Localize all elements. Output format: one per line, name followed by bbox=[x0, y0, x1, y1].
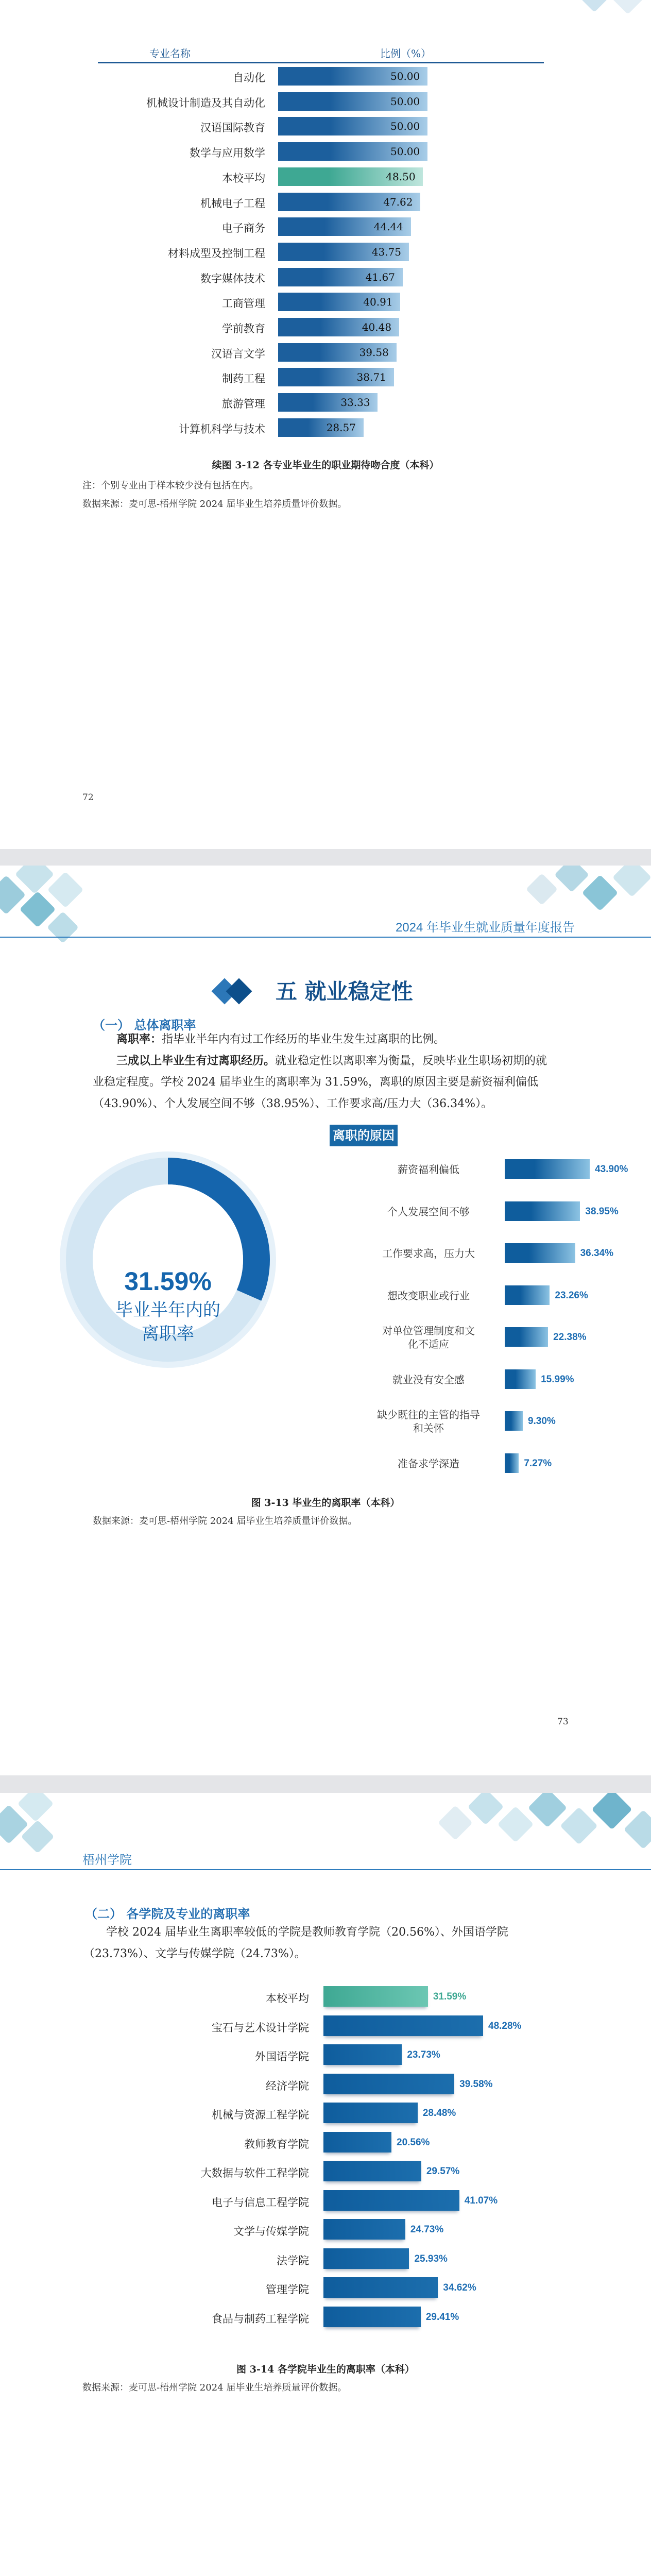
bar-category-label: 食品与制药工程学院 bbox=[212, 2312, 309, 2325]
bar-value-label: 43.90% bbox=[595, 1164, 628, 1175]
bar-value-label: 29.41% bbox=[425, 2311, 459, 2323]
bar-value-label: 23.73% bbox=[407, 2049, 440, 2060]
chapter-title: 五 就业稳定性 bbox=[276, 979, 413, 1004]
bar-value-label: 50.00 bbox=[390, 145, 420, 158]
bar-category-label: 外国语学院 bbox=[255, 2050, 309, 2063]
bar-value-label: 48.28% bbox=[488, 2020, 522, 2031]
figure-caption: 图 3-13 毕业生的离职率（本科） bbox=[251, 1497, 400, 1509]
report-page-74 bbox=[0, 1793, 651, 2576]
data-source: 数据来源：麦可思-梧州学院 2024 届毕业生培养质量评价数据。 bbox=[93, 1516, 357, 1527]
bar-category-label: 数字媒体技术 bbox=[200, 272, 265, 285]
bar bbox=[323, 2219, 405, 2240]
bar-value-label: 48.50 bbox=[386, 170, 416, 183]
reason-label-line: 薪资福利偏低 bbox=[398, 1163, 459, 1176]
header-rule bbox=[0, 1869, 651, 1870]
decorative-diamond bbox=[18, 1793, 54, 1822]
bar-value-label: 33.33 bbox=[340, 396, 370, 409]
reason-category-label bbox=[367, 1408, 490, 1435]
bar bbox=[323, 2103, 418, 2123]
page-number: 73 bbox=[557, 1717, 569, 1727]
bar-category-label: 本校平均 bbox=[222, 172, 265, 184]
bar-category-label: 教师教育学院 bbox=[244, 2138, 309, 2150]
reason-chart-tag: 离职的原因 bbox=[330, 1125, 398, 1146]
report-header-school: 梧州学院 bbox=[82, 1853, 132, 1867]
reason-label-line: 个人发展空间不够 bbox=[387, 1205, 470, 1218]
bar bbox=[505, 1369, 536, 1389]
bar bbox=[505, 1201, 580, 1221]
section-title: （二） 各学院及专业的离职率 bbox=[85, 1906, 250, 1921]
bar-category-label: 本校平均 bbox=[266, 1992, 309, 2005]
bar bbox=[505, 1285, 550, 1305]
bar-value-label: 39.58 bbox=[359, 346, 389, 359]
bar-category-label: 计算机科学与技术 bbox=[179, 422, 265, 435]
bar-value-label: 41.67 bbox=[365, 270, 395, 283]
bar-category-label: 经济学院 bbox=[266, 2079, 309, 2092]
bar bbox=[505, 1243, 575, 1263]
bar-category-label: 汉语国际教育 bbox=[200, 122, 265, 134]
summary-text-a: 就业稳定性以离职率为衡量，反映毕业生职场初期的就 bbox=[275, 1055, 547, 1067]
decorative-diamond bbox=[582, 875, 619, 911]
reason-category-label bbox=[367, 1324, 490, 1351]
reason-label-line: 工作要求高，压力大 bbox=[382, 1247, 475, 1260]
reason-category-label bbox=[367, 1373, 490, 1386]
bar-value-label: 40.48 bbox=[362, 321, 392, 333]
bar-value-label: 23.26% bbox=[555, 1290, 588, 1301]
reason-label-line: 缺少既往的主管的指导 bbox=[377, 1409, 480, 1421]
bar-value-label: 24.73% bbox=[410, 2224, 444, 2235]
table-header-major: 专业名称 bbox=[149, 47, 191, 60]
chapter-diamond-icon bbox=[211, 973, 258, 1009]
decorative-diamond bbox=[610, 0, 645, 14]
report-page-73 bbox=[0, 866, 651, 1775]
bar-value-label: 22.38% bbox=[553, 1332, 587, 1343]
footnote: 注：个别专业由于样本较少没有包括在内。 bbox=[82, 480, 259, 491]
section-title: （一） 总体离职率 bbox=[93, 1018, 196, 1032]
decorative-diamond bbox=[560, 1807, 598, 1845]
reason-label-line: 就业没有安全感 bbox=[392, 1373, 465, 1386]
donut-label-line1: 毕业半年内的 bbox=[115, 1300, 220, 1320]
bar bbox=[323, 1986, 428, 2007]
bar-category-label: 机械设计制造及其自动化 bbox=[146, 96, 265, 109]
definition-text: 指毕业半年内有过工作经历的毕业生发生过离职的比例。 bbox=[162, 1033, 446, 1046]
bar-value-label: 40.91 bbox=[363, 296, 393, 309]
report-header-title: 2024 年毕业生就业质量年度报告 bbox=[395, 921, 575, 935]
bar bbox=[505, 1411, 523, 1431]
summary-paragraph-line3: （43.90%）、个人发展空间不够（38.95%）、工作要求高/压力大（36.34%）。 bbox=[93, 1097, 493, 1110]
bar bbox=[323, 2307, 421, 2327]
bar bbox=[323, 2044, 402, 2065]
bar-value-label: 50.00 bbox=[390, 70, 420, 82]
decorative-diamond bbox=[526, 873, 558, 905]
bar bbox=[323, 2277, 438, 2298]
bar-category-label: 文学与传媒学院 bbox=[233, 2225, 309, 2238]
bar bbox=[505, 1159, 590, 1179]
decorative-diamond bbox=[47, 872, 84, 908]
bar-value-label: 31.59% bbox=[433, 1991, 467, 2002]
reason-label-line: 准备求学深造 bbox=[398, 1457, 459, 1470]
bar bbox=[505, 1453, 519, 1473]
bar bbox=[505, 1327, 548, 1347]
bar bbox=[323, 2190, 459, 2211]
data-source: 数据来源：麦可思-梧州学院 2024 届毕业生培养质量评价数据。 bbox=[82, 499, 347, 510]
decorative-diamond bbox=[438, 1805, 473, 1840]
bar-value-label: 36.34% bbox=[580, 1248, 614, 1259]
bar-category-label: 制药工程 bbox=[222, 372, 265, 385]
reason-label-line: 化不适应 bbox=[408, 1338, 449, 1350]
decorative-diamond bbox=[498, 1806, 534, 1843]
reason-category-label bbox=[367, 1247, 490, 1260]
bar-category-label: 机械电子工程 bbox=[200, 197, 265, 210]
bar-value-label: 9.30% bbox=[527, 1416, 556, 1427]
reason-label-line: 想改变职业或行业 bbox=[387, 1289, 470, 1302]
reason-category-label bbox=[367, 1163, 490, 1176]
decorative-diamond bbox=[47, 911, 79, 943]
bar-value-label: 7.27% bbox=[524, 1458, 552, 1469]
header-rule bbox=[0, 937, 651, 938]
page-number: 72 bbox=[82, 792, 94, 803]
data-source: 数据来源：麦可思-梧州学院 2024 届毕业生培养质量评价数据。 bbox=[82, 2382, 347, 2393]
bar-value-label: 41.07% bbox=[464, 2195, 498, 2206]
reason-category-label bbox=[367, 1289, 490, 1302]
summary-lead: 三成以上毕业生有过离职经历。 bbox=[116, 1054, 276, 1067]
bar-category-label: 学前教育 bbox=[222, 323, 265, 335]
donut-label-line2: 离职率 bbox=[142, 1324, 194, 1344]
bar-category-label: 数学与应用数学 bbox=[190, 147, 265, 160]
bar-value-label: 34.62% bbox=[443, 2282, 476, 2293]
bar-category-label: 机械与资源工程学院 bbox=[212, 2109, 309, 2121]
decorative-diamond bbox=[554, 866, 589, 892]
bar-value-label: 20.56% bbox=[397, 2137, 430, 2148]
table-header-rule bbox=[98, 62, 544, 63]
bar-value-label: 43.75 bbox=[371, 245, 402, 258]
bar-value-label: 38.71 bbox=[356, 371, 386, 384]
bar bbox=[323, 2248, 409, 2269]
college-summary-line2: （23.73%）、文学与传媒学院（24.73%）。 bbox=[83, 1947, 306, 1960]
bar bbox=[323, 2161, 421, 2181]
figure-caption: 图 3-14 各学院毕业生的离职率（本科） bbox=[236, 2364, 415, 2375]
definition-term: 离职率： bbox=[116, 1032, 162, 1046]
definition-paragraph bbox=[116, 1028, 580, 1050]
decorative-diamond bbox=[612, 866, 651, 897]
bar-value-label: 28.57 bbox=[326, 421, 356, 434]
reason-label-line: 对单位管理制度和文 bbox=[382, 1325, 475, 1337]
bar-value-label: 39.58% bbox=[459, 2078, 493, 2090]
decorative-diamond bbox=[591, 1793, 632, 1830]
reason-label-line: 和关怀 bbox=[413, 1422, 444, 1434]
bar-value-label: 38.95% bbox=[585, 1206, 619, 1217]
bar-value-label: 50.00 bbox=[390, 120, 420, 133]
bar-category-label: 材料成型及控制工程 bbox=[168, 247, 265, 260]
figure-caption: 续图 3-12 各专业毕业生的职业期待吻合度（本科） bbox=[212, 460, 439, 471]
bar-value-label: 44.44 bbox=[373, 221, 404, 233]
decorative-diamond bbox=[580, 0, 608, 12]
bar-category-label: 自动化 bbox=[233, 72, 265, 84]
bar-value-label: 29.57% bbox=[426, 2166, 460, 2177]
bar-category-label: 电子商务 bbox=[222, 222, 265, 235]
bar-category-label: 管理学院 bbox=[266, 2283, 309, 2296]
decorative-diamond bbox=[624, 1810, 651, 1849]
summary-paragraph-line1 bbox=[116, 1050, 580, 1072]
bar-category-label: 宝石与艺术设计学院 bbox=[212, 2021, 309, 2034]
bar bbox=[323, 2074, 454, 2094]
donut-value: 31.59% bbox=[124, 1267, 212, 1296]
bar bbox=[323, 2015, 483, 2036]
bar-category-label: 汉语言文学 bbox=[211, 347, 265, 360]
bar-category-label: 旅游管理 bbox=[222, 398, 265, 411]
decorative-diamond bbox=[468, 1793, 504, 1825]
bar bbox=[323, 2132, 391, 2153]
bar-value-label: 28.48% bbox=[422, 2108, 456, 2119]
bar-value-label: 15.99% bbox=[541, 1374, 574, 1385]
bar-category-label: 电子与信息工程学院 bbox=[212, 2196, 309, 2209]
reason-category-label bbox=[367, 1457, 490, 1470]
bar-value-label: 50.00 bbox=[390, 95, 420, 108]
college-summary-line1: 学校 2024 届毕业生离职率较低的学院是教师教育学院（20.56%）、外国语学院 bbox=[106, 1926, 508, 1939]
table-header-ratio: 比例（%） bbox=[380, 47, 432, 60]
bar-category-label: 法学院 bbox=[277, 2254, 309, 2267]
report-page-72 bbox=[0, 0, 651, 849]
summary-paragraph-line2: 业稳定程度。学校 2024 届毕业生的离职率为 31.59%，离职的原因主要是薪资福利偏低 bbox=[93, 1076, 538, 1089]
bar-category-label: 工商管理 bbox=[222, 297, 265, 310]
bar-value-label: 25.93% bbox=[414, 2253, 448, 2264]
decorative-diamond bbox=[528, 1793, 567, 1827]
bar-category-label: 大数据与软件工程学院 bbox=[201, 2167, 309, 2179]
decorative-diamond bbox=[20, 891, 56, 928]
reason-category-label bbox=[367, 1205, 490, 1218]
bar-value-label: 47.62 bbox=[383, 195, 413, 208]
